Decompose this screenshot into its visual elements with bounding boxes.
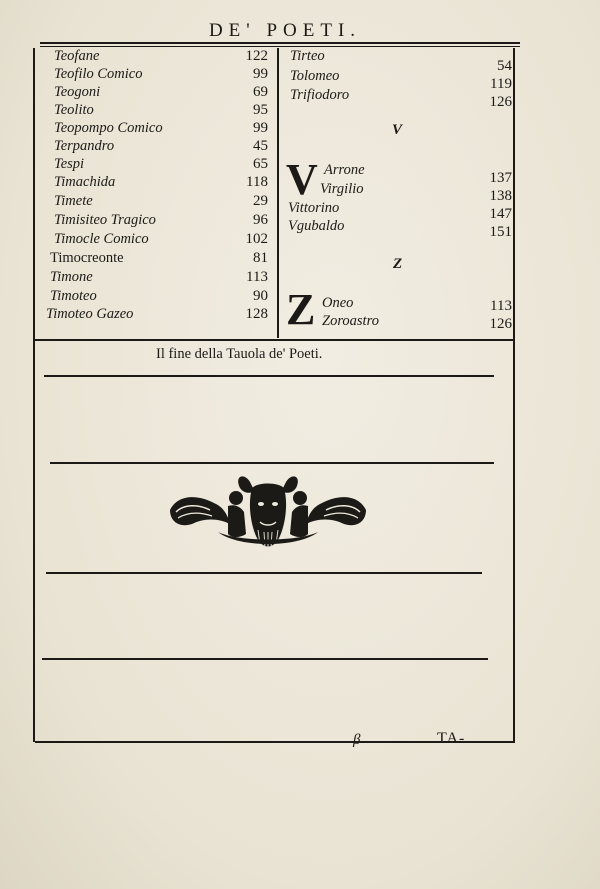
index-entry: Timoteo	[50, 288, 97, 304]
index-entry: Timocreonte	[50, 250, 124, 266]
section-initial-v: V	[286, 155, 318, 204]
frame-right	[513, 48, 515, 742]
woodcut-ornament-icon	[168, 472, 368, 558]
page-number: 126	[489, 94, 512, 110]
index-entry: Timachida	[54, 174, 116, 190]
page-number: 138	[489, 188, 512, 204]
page-number: 99	[253, 120, 268, 136]
page-number: 95	[253, 102, 268, 118]
page-number: 126	[489, 316, 512, 332]
index-entry: Oneo	[322, 295, 354, 311]
section-initial-z: Z	[286, 285, 316, 334]
catchword: TA-	[437, 730, 466, 747]
page-number: 45	[253, 138, 268, 154]
index-entry: Arrone	[324, 162, 365, 178]
column-divider	[277, 48, 279, 338]
page-number: 65	[253, 156, 268, 172]
rule-3	[46, 572, 482, 574]
frame-left	[33, 48, 35, 742]
page-number: 96	[253, 212, 268, 228]
rule-2	[50, 462, 494, 464]
page-number: 147	[489, 206, 512, 222]
page-number: 151	[489, 224, 512, 240]
index-entry: Vittorino	[288, 200, 340, 216]
rule-4	[42, 658, 488, 660]
end-note: Il fine della Tauola de' Poeti.	[156, 346, 323, 362]
index-entry: Timone	[50, 269, 93, 285]
page-number: 137	[489, 170, 512, 186]
page-number: 128	[245, 306, 268, 322]
index-entry: Vgubaldo	[288, 218, 345, 234]
page-number: 54	[497, 58, 512, 74]
index-entry: Timocle Comico	[54, 231, 149, 247]
index-entry: Tolomeo	[290, 68, 340, 84]
index-entry: Timoteo Gazeo	[46, 306, 134, 322]
index-entry: Timete	[54, 193, 93, 209]
index-entry: Terpandro	[54, 138, 115, 154]
page-number: 29	[253, 193, 268, 209]
page-number: 118	[246, 174, 268, 190]
index-entry: Teolito	[54, 102, 94, 118]
page-number: 122	[245, 48, 268, 64]
page-number: 113	[490, 298, 512, 314]
index-entry: Teopompo Comico	[54, 120, 163, 136]
index-entry: Trifiodoro	[290, 87, 350, 103]
header-rule	[40, 42, 520, 44]
header-rule-thin	[40, 46, 520, 47]
rule-1	[44, 375, 494, 377]
index-entry: Zoroastro	[322, 313, 379, 329]
section-letter-v: V	[392, 122, 403, 138]
index-entry: Tespi	[54, 156, 85, 172]
signature-mark: β	[353, 732, 361, 748]
page-number: 113	[246, 269, 268, 285]
page-number: 69	[253, 84, 268, 100]
index-entry: Tirteo	[290, 48, 325, 64]
table-bottom-rule	[35, 339, 513, 341]
index-entry: Timisiteo Tragico	[54, 212, 156, 228]
page-number: 102	[245, 231, 268, 247]
page-number: 119	[490, 76, 512, 92]
section-letter-z: Z	[393, 256, 403, 272]
index-entry: Teofilo Comico	[54, 66, 143, 82]
page-number: 81	[253, 250, 268, 266]
index-entry: Teofane	[54, 48, 100, 64]
index-entry: Teogoni	[54, 84, 101, 100]
page-header-title: DE' POETI.	[208, 20, 362, 41]
page-number: 90	[253, 288, 268, 304]
page-number: 99	[253, 66, 268, 82]
index-entry: Virgilio	[320, 181, 364, 197]
